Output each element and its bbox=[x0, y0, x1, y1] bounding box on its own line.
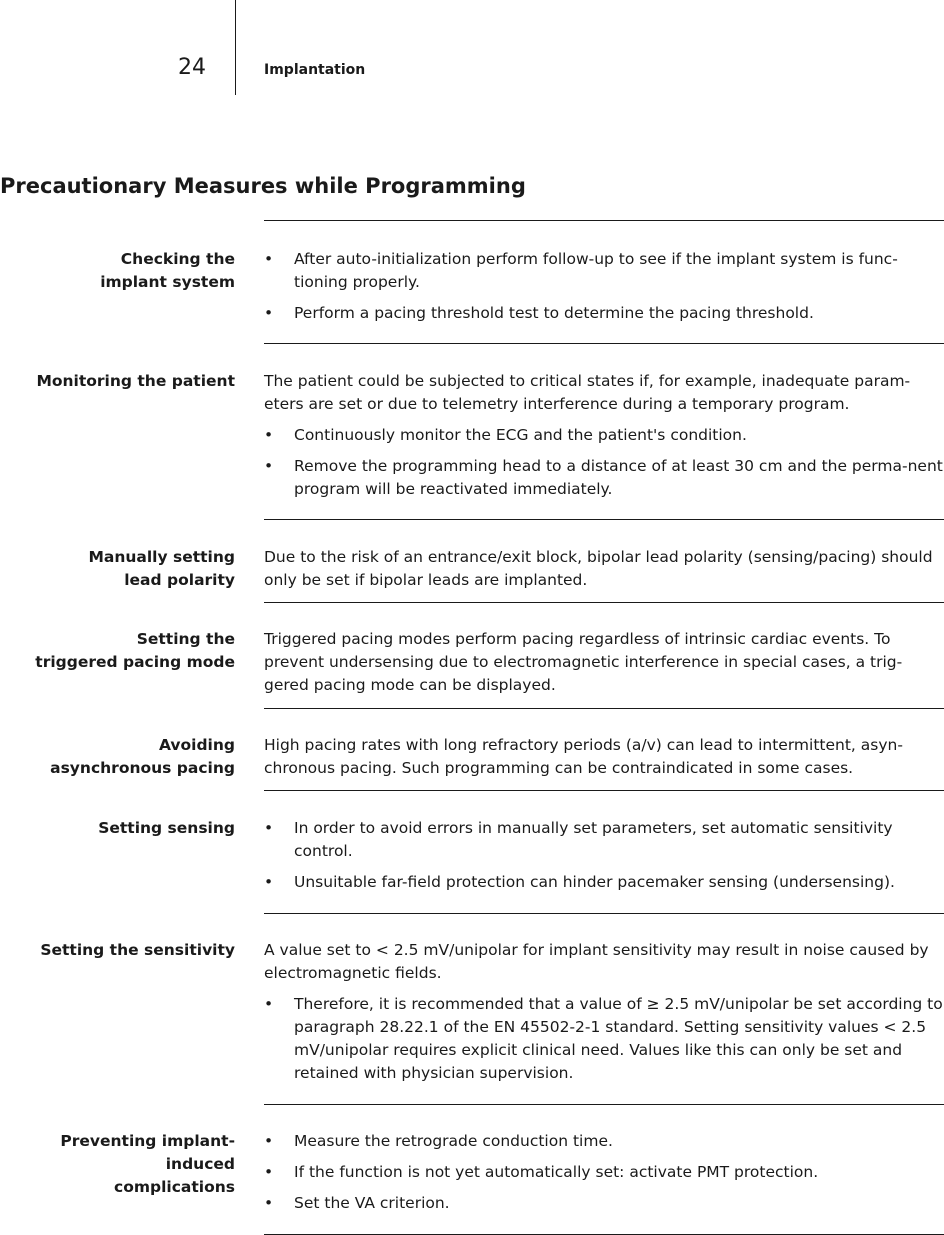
bullet-item bbox=[264, 302, 944, 325]
row-divider bbox=[264, 220, 944, 221]
row-body bbox=[264, 817, 944, 902]
row-label-line: Avoiding bbox=[158, 736, 235, 754]
row-body bbox=[264, 546, 944, 600]
row-body bbox=[264, 628, 944, 705]
page-title: Precautionary Measures while Programming bbox=[0, 174, 526, 198]
row-body bbox=[264, 370, 944, 509]
row-label bbox=[0, 248, 235, 294]
page-number: 24 bbox=[178, 55, 206, 80]
row-body bbox=[264, 1130, 944, 1223]
bullet-list bbox=[264, 424, 944, 501]
row-divider bbox=[264, 519, 944, 520]
row-divider bbox=[264, 1104, 944, 1105]
row-label-line: Setting sensing bbox=[98, 819, 235, 837]
bullet-list bbox=[264, 817, 944, 894]
bullet-list bbox=[264, 993, 944, 1085]
row-label bbox=[0, 734, 235, 780]
bullet-icon: • bbox=[264, 873, 274, 891]
bullet-item bbox=[264, 1192, 944, 1215]
bullet-item bbox=[264, 1130, 944, 1153]
row-body bbox=[264, 939, 944, 1093]
bullet-item bbox=[264, 1161, 944, 1184]
row-label-line: triggered pacing mode bbox=[35, 653, 235, 671]
running-header-section: Implantation bbox=[264, 62, 366, 78]
bullet-text: If the function is not yet automatically set: activate PMT protection. bbox=[294, 1163, 819, 1181]
row-label-line: implant system bbox=[100, 273, 235, 291]
bullet-list bbox=[264, 248, 944, 325]
row-label-line: Monitoring the patient bbox=[36, 372, 235, 390]
bullet-text: After auto-initialization perform follow-up to see if the implant system is func-tioning properly. bbox=[294, 250, 898, 291]
bullet-icon: • bbox=[264, 304, 274, 322]
body-paragraph: Due to the risk of an entrance/exit block, bipolar lead polarity (sensing/pacing) should only be set if bipolar leads are implanted. bbox=[264, 548, 933, 589]
bullet-icon: • bbox=[264, 995, 274, 1013]
row-divider bbox=[264, 913, 944, 914]
bullet-icon: • bbox=[264, 457, 274, 475]
bullet-list bbox=[264, 1130, 944, 1215]
body-paragraph: High pacing rates with long refractory periods (a/v) can lead to intermittent, asyn-chronous pacing. Such programming can be contraindicated in some cases. bbox=[264, 736, 903, 777]
row-label-line: asynchronous pacing bbox=[50, 759, 235, 777]
bullet-text: Unsuitable far-field protection can hinder pacemaker sensing (undersensing). bbox=[294, 873, 895, 891]
bullet-item bbox=[264, 424, 944, 447]
row-divider bbox=[264, 790, 944, 791]
bullet-item bbox=[264, 993, 944, 1085]
bullet-text: Therefore, it is recommended that a value of ≥ 2.5 mV/unipolar be set according to paragraph 28.22.1 of the EN 45502-2-1 standard. Setting sensitivity values < 2.5 mV/unipolar requires explicit clinical need. Values like this can only be set and retained with physician supervision. bbox=[294, 995, 943, 1082]
bullet-icon: • bbox=[264, 819, 274, 837]
bullet-text: Measure the retrograde conduction time. bbox=[294, 1132, 613, 1150]
row-body bbox=[264, 248, 944, 333]
body-paragraph: The patient could be subjected to critical states if, for example, inadequate param-eters are set or due to telemetry interference during a temporary program. bbox=[264, 372, 911, 413]
row-label-line: Preventing implant-induced bbox=[60, 1132, 235, 1173]
row-label-line: Setting the sensitivity bbox=[40, 941, 235, 959]
bullet-icon: • bbox=[264, 250, 274, 268]
bullet-icon: • bbox=[264, 426, 274, 444]
bullet-item bbox=[264, 248, 944, 294]
bullet-item bbox=[264, 455, 944, 501]
row-divider bbox=[264, 343, 944, 344]
row-label bbox=[0, 939, 235, 962]
bullet-item bbox=[264, 871, 944, 894]
row-label bbox=[0, 817, 235, 840]
body-paragraph: A value set to < 2.5 mV/unipolar for implant sensitivity may result in noise caused by electromagnetic fields. bbox=[264, 941, 929, 982]
row-label bbox=[0, 1130, 235, 1199]
bullet-icon: • bbox=[264, 1132, 274, 1150]
bullet-text: Set the VA criterion. bbox=[294, 1194, 450, 1212]
bullet-icon: • bbox=[264, 1163, 274, 1181]
row-label bbox=[0, 370, 235, 393]
bullet-text: Continuously monitor the ECG and the patient's condition. bbox=[294, 426, 747, 444]
bullet-text: In order to avoid errors in manually set parameters, set automatic sensitivity control. bbox=[294, 819, 893, 860]
row-label-line: Checking the bbox=[120, 250, 235, 268]
row-divider bbox=[264, 602, 944, 603]
row-divider bbox=[264, 708, 944, 709]
row-label bbox=[0, 628, 235, 674]
header-divider bbox=[235, 0, 236, 95]
row-label-line: complications bbox=[114, 1178, 235, 1196]
bullet-text: Perform a pacing threshold test to determine the pacing threshold. bbox=[294, 304, 814, 322]
bullet-icon: • bbox=[264, 1194, 274, 1212]
row-label-line: lead polarity bbox=[124, 571, 235, 589]
bullet-text: Remove the programming head to a distance of at least 30 cm and the perma-nent program will be reactivated immediately. bbox=[294, 457, 943, 498]
row-label bbox=[0, 546, 235, 592]
row-label-line: Setting the bbox=[136, 630, 235, 648]
bullet-item bbox=[264, 817, 944, 863]
row-label-line: Manually setting bbox=[88, 548, 235, 566]
row-body bbox=[264, 734, 944, 788]
body-paragraph: Triggered pacing modes perform pacing regardless of intrinsic cardiac events. To prevent undersensing due to electromagnetic interference in special cases, a trig-gered pacing mode can be displayed. bbox=[264, 630, 903, 694]
